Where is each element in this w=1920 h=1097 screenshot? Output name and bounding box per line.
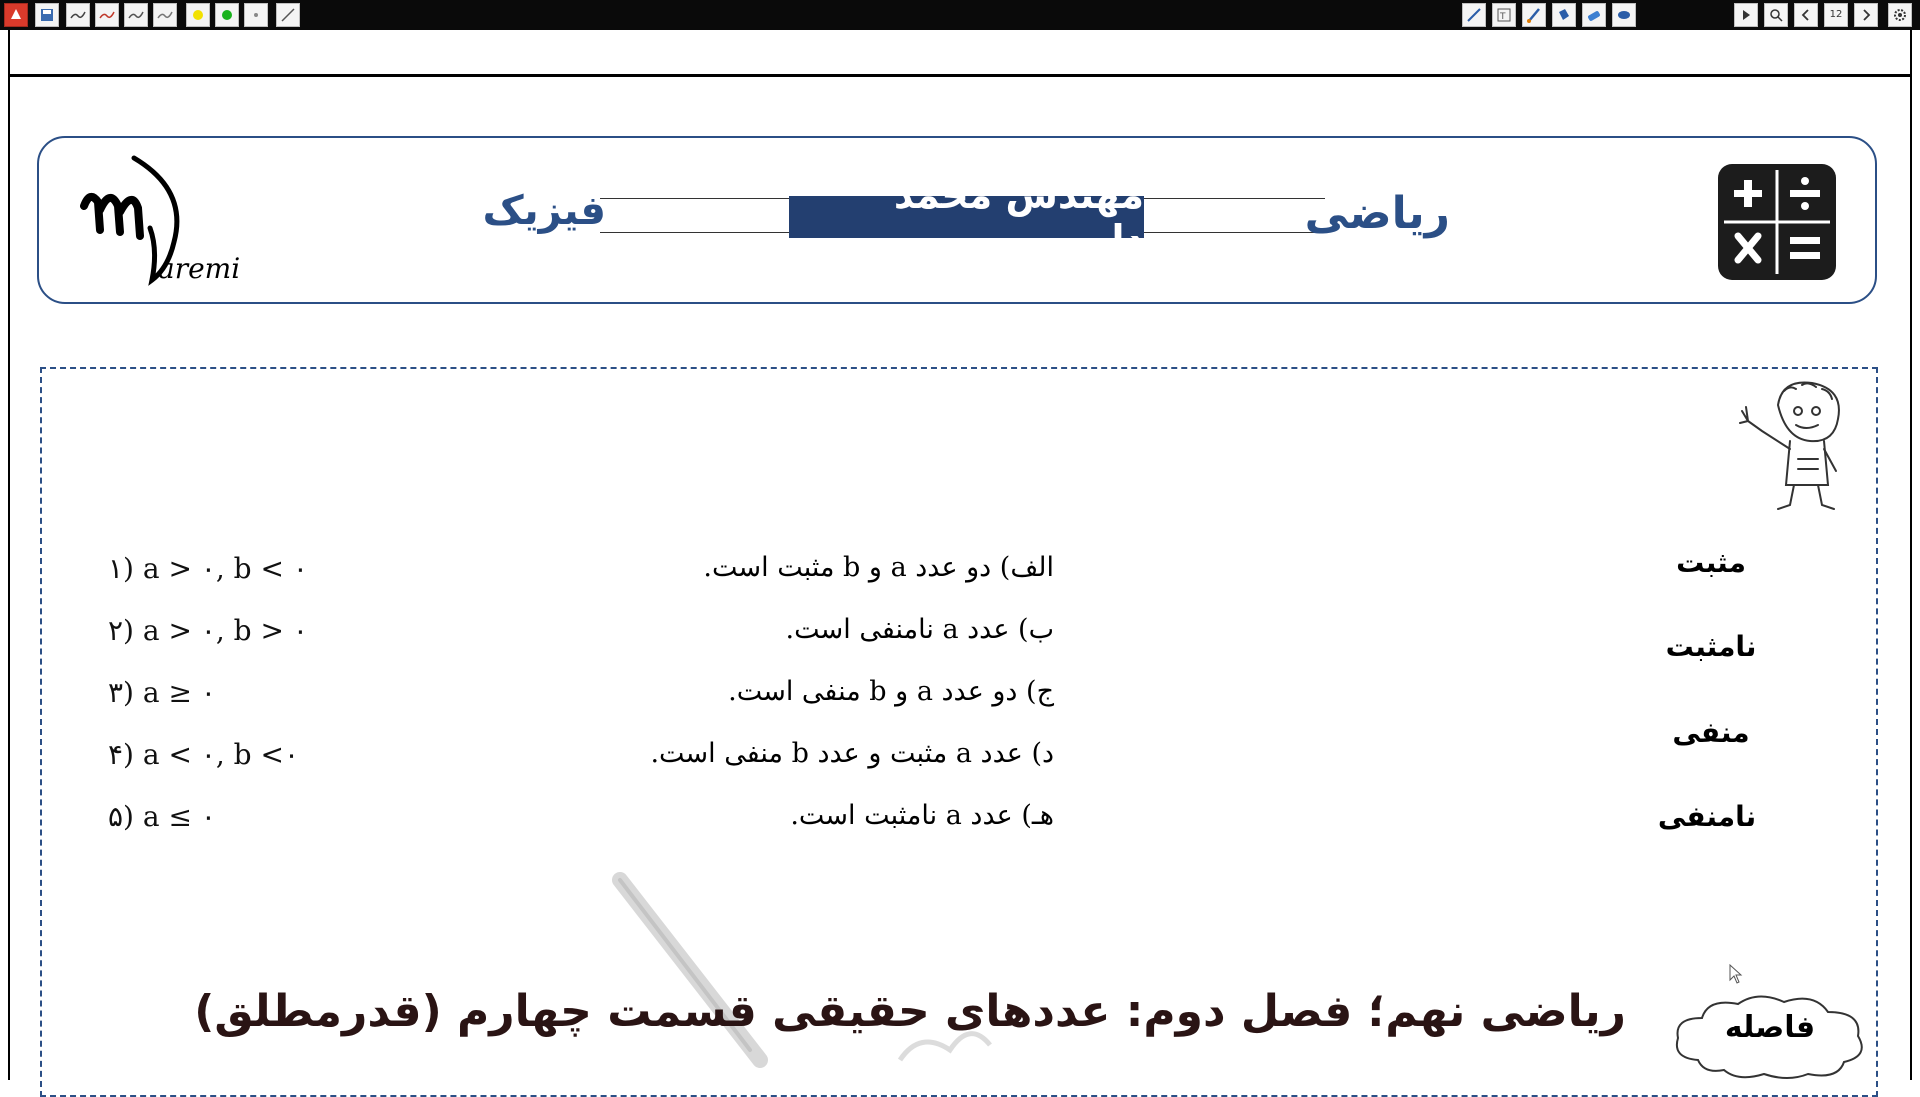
pen-4-icon[interactable] (153, 3, 177, 27)
next-page-icon[interactable] (1854, 3, 1878, 27)
statement-d: د) عدد a مثبت و عدد b منفی است. (650, 738, 1054, 769)
statement-c: ج) دو عدد a و b منفی است. (728, 676, 1054, 707)
save-icon[interactable] (35, 3, 59, 27)
pen-2-icon[interactable] (95, 3, 119, 27)
lesson-title: ریاضی نهم؛ فصل دوم: عددهای حقیقی قسمت چهارم (قدرمطلق) (194, 986, 1626, 1037)
calculator-icon (1718, 164, 1836, 280)
formula-2: ۲) a > ۰, b > ۰ (108, 614, 308, 647)
app-icon[interactable] (4, 3, 28, 27)
statement-b: ب) عدد a نامنفی است. (785, 614, 1054, 645)
teacher-name (789, 196, 1144, 238)
prev-page-icon[interactable] (1794, 3, 1818, 27)
mouse-cursor-icon (1729, 964, 1743, 984)
eraser-icon[interactable] (1582, 3, 1606, 27)
brand-text: aremi (158, 252, 241, 285)
subject-physics-label: فیزیک (482, 188, 606, 234)
line-icon[interactable] (276, 3, 300, 27)
statement-e: هـ) عدد a نامثبت است. (790, 800, 1054, 831)
small-dot-icon[interactable] (244, 3, 268, 27)
pencil-icon[interactable] (1462, 3, 1486, 27)
annotation-toolbar (0, 0, 1920, 30)
top-divider (8, 74, 1912, 77)
term-non-negative: نامنفی (1657, 800, 1757, 833)
formula-1: ۱) a > ۰, b < ۰ (108, 552, 308, 585)
settings-icon[interactable] (1888, 3, 1912, 27)
brush-icon[interactable] (1522, 3, 1546, 27)
formula-4: ۴) a < ۰, b <۰ (108, 738, 299, 771)
pen-3-icon[interactable] (124, 3, 148, 27)
term-positive: مثبت (1676, 546, 1746, 579)
subject-math-label: ریاضی (1304, 188, 1450, 239)
pen-1-icon[interactable] (66, 3, 90, 27)
statement-a: الف) دو عدد a و b مثبت است. (703, 552, 1054, 583)
formula-3: ۳) a ≥ ۰ (108, 676, 216, 709)
zoom-icon[interactable] (1764, 3, 1788, 27)
next-arrow-icon[interactable] (1734, 3, 1758, 27)
cloud-label: فاصله (1724, 1010, 1816, 1045)
term-negative: منفی (1672, 716, 1750, 749)
shape-icon[interactable] (1612, 3, 1636, 27)
mascot-illustration-icon (1738, 375, 1854, 515)
textbox-icon[interactable] (1492, 3, 1516, 27)
fill-icon[interactable] (1552, 3, 1576, 27)
term-non-positive: نامثبت (1665, 630, 1757, 663)
formula-5: ۵) a ≤ ۰ (108, 800, 216, 833)
page-number[interactable]: 12 (1824, 3, 1848, 27)
green-dot-icon[interactable] (215, 3, 239, 27)
yellow-dot-icon[interactable] (186, 3, 210, 27)
svg-text:T: T (1500, 12, 1506, 22)
